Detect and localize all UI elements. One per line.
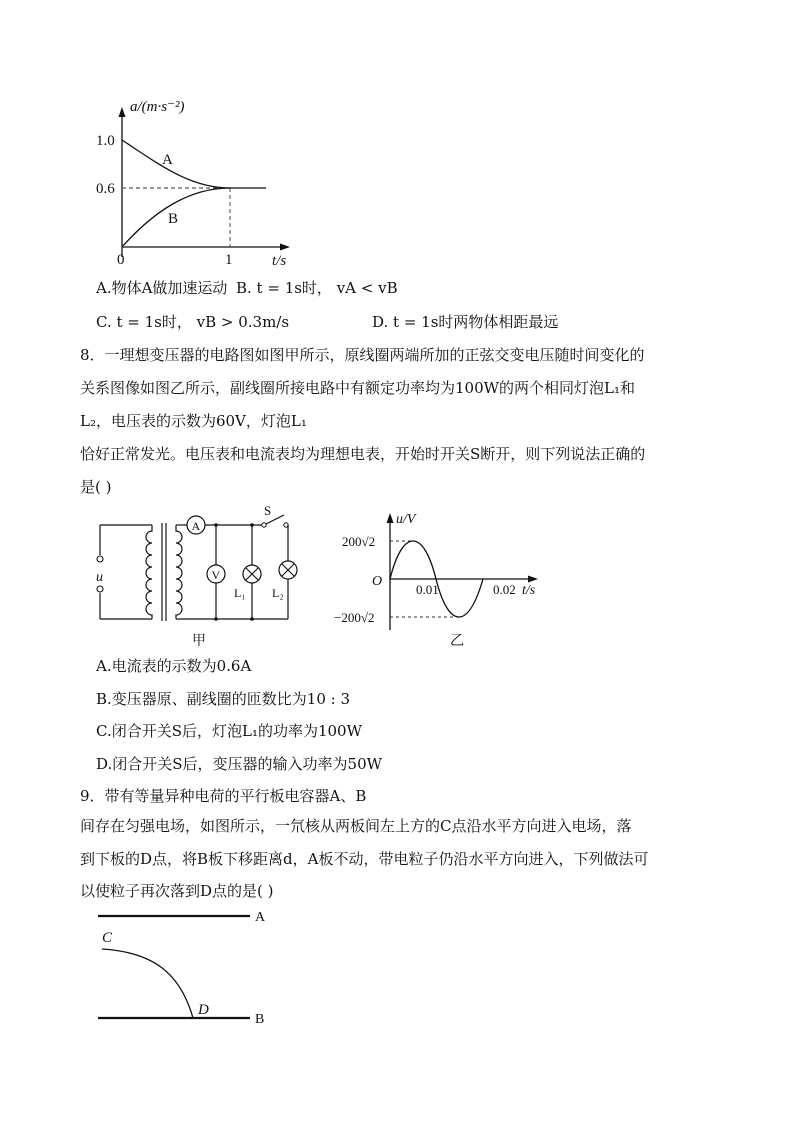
- q8-stem-line2: 关系图像如图乙所示，副线圈所接电路中有额定功率均为100W的两个相同灯泡L₁和: [80, 379, 636, 397]
- q8-stem-line5: 是( ): [80, 478, 112, 496]
- wave-x-axis-arrow: [528, 576, 538, 583]
- lamp-l2-label: L₂: [272, 586, 284, 600]
- circuit-caption: 甲: [192, 634, 206, 649]
- y-axis-arrow: [119, 107, 126, 117]
- plate-b-label: B: [255, 1012, 265, 1027]
- y-tick-0.6: 0.6: [96, 181, 115, 197]
- x-tick-1: 1: [225, 252, 233, 268]
- origin-label: 0: [117, 252, 125, 268]
- q8-stem-line1: 8．一理想变压器的电路图如图甲所示，原线圈两端所加的正弦交变电压随时间变化的: [80, 346, 645, 364]
- curve-b-label: B: [168, 211, 179, 227]
- q7-option-a: A.物体A做加速运动: [96, 279, 228, 297]
- transformer-circuit: [92, 505, 312, 650]
- wave-origin-label: O: [372, 574, 383, 589]
- q9-stem-line3: 到下板的D点，将B板下移距离d，A板不动，带电粒子仍沿水平方向进入，下列做法可: [80, 850, 649, 868]
- particle-trajectory: [102, 949, 193, 1018]
- graph-ylabel: a/(m·s⁻²): [130, 99, 185, 115]
- terminal-bottom: [97, 586, 103, 592]
- wave-xlabel: t/s: [522, 583, 536, 598]
- q8-option-a: A.电流表的示数为0.6A: [96, 657, 252, 675]
- wave-y-axis-arrow: [387, 513, 394, 523]
- voltage-wave-graph: [330, 505, 560, 650]
- q9-stem-line1: 9．带有等量异种电荷的平行板电容器A、B: [80, 787, 367, 805]
- wave-ylabel: u/V: [396, 512, 416, 527]
- q7-option-c: C. t = 1s时， vB > 0.3m/s: [96, 313, 290, 331]
- wave-trough-label: −200√2: [334, 610, 375, 625]
- q7-option-b: B. t = 1s时， vA < vB: [236, 279, 398, 297]
- q8-stem-line3: L₂，电压表的示数为60V，灯泡L₁: [80, 412, 307, 430]
- curve-a-line: [122, 140, 230, 188]
- q8-option-c: C.闭合开关S后，灯泡L₁的功率为100W: [96, 722, 363, 740]
- voltmeter-label: V: [211, 568, 221, 582]
- source-u-label: u: [96, 570, 103, 585]
- y-tick-1.0: 1.0: [96, 133, 115, 149]
- q8-option-d: D.闭合开关S后，变压器的输入功率为50W: [96, 755, 383, 773]
- wave-caption: 乙: [450, 634, 464, 649]
- ammeter-label: A: [191, 519, 201, 533]
- q7-option-d: D. t = 1s时两物体相距最远: [372, 313, 559, 331]
- wave-peak-label: 200√2: [342, 534, 376, 549]
- capacitor-figure: [92, 902, 292, 1032]
- wave-t2-label: 0.02: [493, 582, 516, 597]
- primary-coil: [146, 525, 152, 619]
- graph-xlabel: t/s: [272, 253, 287, 269]
- secondary-coil: [176, 525, 182, 619]
- q8-stem-line4: 恰好正常发光。电压表和电流表均为理想电表，开始时开关S断开，则下列说法正确的: [80, 445, 646, 463]
- curve-a-label: A: [162, 152, 173, 168]
- acceleration-graph: [90, 95, 310, 275]
- terminal-top: [97, 556, 103, 562]
- switch-label: S: [264, 503, 272, 518]
- point-d-label: D: [198, 1002, 209, 1018]
- wave-t1-label: 0.01: [416, 582, 439, 597]
- point-c-label: C: [102, 930, 113, 946]
- plate-a-label: A: [255, 910, 266, 925]
- x-axis-arrow: [280, 244, 290, 251]
- q9-stem-line4: 以使粒子再次落到D点的是( ): [80, 882, 274, 900]
- lamp-l1-label: L₁: [234, 586, 246, 600]
- q9-stem-line2: 间存在匀强电场，如图所示，一氘核从两板间左上方的C点沿水平方向进入电场，落: [80, 817, 632, 835]
- switch-contact-left: [262, 523, 266, 527]
- q8-option-b: B.变压器原、副线圈的匝数比为10 : 3: [96, 690, 351, 708]
